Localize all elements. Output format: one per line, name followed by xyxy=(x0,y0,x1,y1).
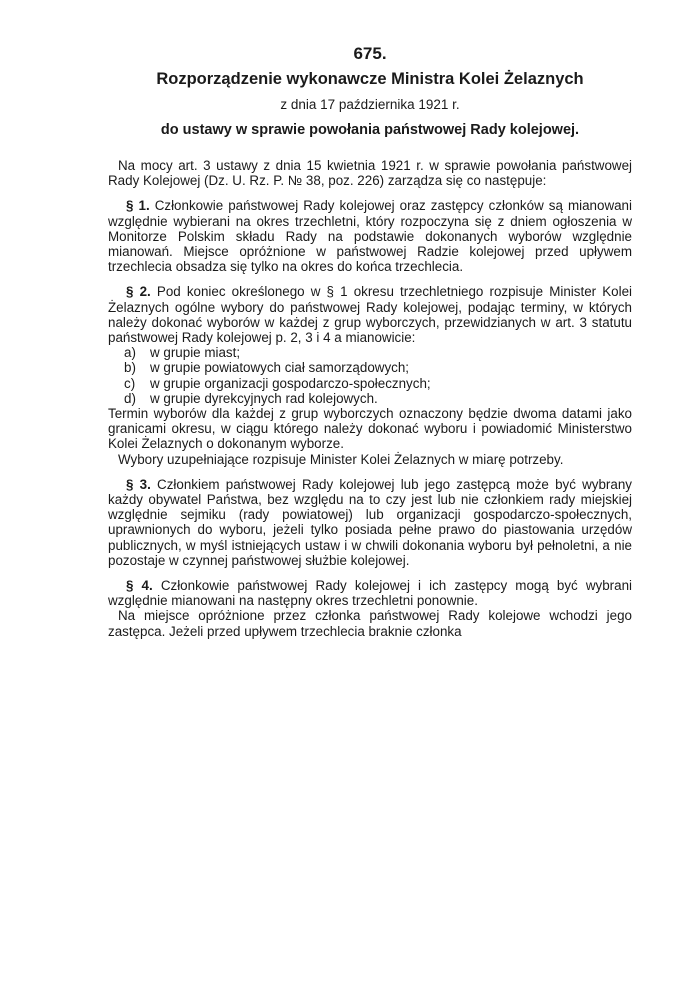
page-number: 675. xyxy=(353,44,387,63)
document-body xyxy=(108,158,632,639)
document-title: Rozporządzenie wykonawcze Ministra Kolei Żelaznych xyxy=(156,70,584,88)
section-3 xyxy=(108,477,632,568)
list-item: c) w grupie organizacji gospodarczo-społecznych; xyxy=(124,375,431,391)
section-2 xyxy=(108,284,632,466)
section-1-text: Członkowie państwowej Rady kolejowej oraz zastępcy członków są mianowani względnie wybierani na okres trzechletni, który rozpoczyna się z dniem ogłoszenia w Monitorze Polskim składu Rady na podstawie dokonanych wyborów względnie mianowań. Miejsce opróżnione w państwowej Radzie kolejowej przed upływem trzechlecia obsadza się tylko na okres do końca trzechlecia. xyxy=(108,198,632,275)
section-2-after: Termin wyborów dla każdej z grup wyborczych oznaczony będzie dwoma datami jako granicami okresu, w ciągu którego należy dokonać wyboru i powiadomić Ministerstwo Kolei Żelaznych o dokonanym wyborze. xyxy=(108,406,632,452)
section-2-list xyxy=(108,345,632,406)
list-item: d) w grupie dyrekcyjnych rad kolejowych. xyxy=(124,390,378,406)
section-4-after: Na miejsce opróżnione przez członka państwowej Rady kolejowe wchodzi jego zastępca. Jeżeli przed upływem trzechlecia braknie członka xyxy=(108,608,632,639)
section-2-after2: Wybory uzupełniające rozpisuje Minister Kolei Żelaznych w miarę potrzeby. xyxy=(118,451,564,467)
section-3-text: Członkiem państwowej Rady kolejowej lub jego zastępcą może być wybrany każdy obywatel Państwa, bez względu na to czy jest lub nie członkiem rady miejskiej względnie sejmiku (rady powiatowej) lub organizacji gospodarczo-społecznych, uprawnionych do wyboru, jeżeli tylko posiada pełne prawo do piastowania urzędów publicznych, w myśl istniejących ustaw i w chwili dokonania wyboru był pełnoletni, a nie pozostaje w czynnej państwowej służbie kolejowej. xyxy=(108,476,632,568)
section-2-label: § 2. xyxy=(126,284,151,300)
section-1-label: § 1. xyxy=(126,198,150,214)
section-4-label: § 4. xyxy=(126,578,153,594)
document-subtitle: do ustawy w sprawie powołania państwowej Rady kolejowej. xyxy=(160,122,580,138)
section-2-paragraph xyxy=(108,284,632,345)
section-4 xyxy=(108,578,632,608)
section-4-text: Członkowie państwowej Rady kolejowej i ich zastępcy mogą być wybrani względnie mianowani na następny okres trzechletni ponownie. xyxy=(108,578,632,609)
list-item: b) w grupie powiatowych ciał samorządowych; xyxy=(124,360,409,376)
section-3-label: § 3. xyxy=(126,476,151,492)
intro-paragraph: Na mocy art. 3 ustawy z dnia 15 kwietnia 1921 r. w sprawie powołania państwowej Rady Kolejowej (Dz. U. Rz. P. № 38, poz. 226) zarządza się co następuje: xyxy=(108,158,632,189)
section-1 xyxy=(108,198,632,274)
document-page xyxy=(108,44,632,639)
list-item: a) w grupie miast; xyxy=(124,345,241,361)
document-date: z dnia 17 października 1921 r. xyxy=(280,97,460,112)
section-2-text: Pod koniec określonego w § 1 okresu trzechletniego rozpisuje Minister Kolei Żelaznych ogólne wybory do państwowej Rady kolejowej, podając terminy, w których należy dokonać wyborów w każdej z grup wyborczych, przewidzianych w art. 3 statutu państwowej Rady kolejowej p. 2, 3 i 4 a mianowicie: xyxy=(108,284,632,346)
